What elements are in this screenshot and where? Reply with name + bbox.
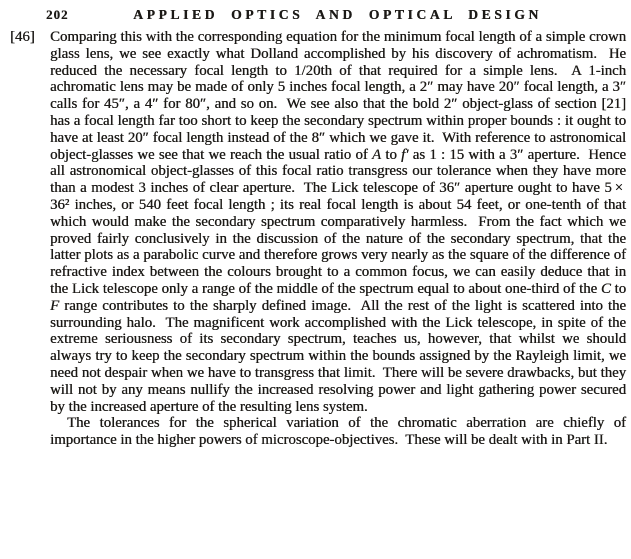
text-segment: C xyxy=(600,280,611,297)
page-body xyxy=(10,29,626,449)
paragraph-tolerances: The tolerances for the spherical variation of the chromatic aberration are chiefly of importance in the higher powers of microscope-objectives. These will be dealt with in Part II. xyxy=(50,415,626,449)
running-title: APPLIED OPTICS AND OPTICAL DESIGN xyxy=(133,7,542,22)
paragraph-46 xyxy=(10,29,626,415)
section-marker: [46] xyxy=(10,29,35,45)
text-segment: to xyxy=(610,280,626,297)
paragraph-46-text xyxy=(50,29,626,415)
text-segment: A xyxy=(371,146,381,163)
text-segment: f′ xyxy=(401,146,409,163)
text-segment: to xyxy=(381,146,402,163)
running-header xyxy=(46,7,625,23)
text-segment: range contributes to the sharply defined image. All the rest of the light is scattered into the surrounding halo. The magnificent work accomplished with the Lick telescope, in spite of the extreme seriousness of its secondary spectrum, teaches us, however, that whilst we should always try to keep the secondary spectrum within the bounds assigned by the Rayleigh limit, we need not despair when we have to transgress that limit. There will be severe drawbacks, but they will not by any means nullify the increased resolving power and light gathering power secured by the increased aperture of the resulting lens system. xyxy=(50,297,626,415)
text-segment: as 1 : 15 with a 3″ aperture. Hence all astronomical object-glasses of this focal ratio transgress our tolerance when they have more than a modest 3 inches of clear aperture. The Lick telescope of 36″ aperture ought to have 5 × 36² inches, or 540 feet focal length ; its real focal length is about 54 feet, or one-tenth of that which would make the secondary spectrum comparatively harmless. From the fact which we proved fairly conclusively in the discussion of the nature of the secondary spectrum, that the latter plots as a parabolic curve and therefore grows very nearly as the square of the difference of refractive index between the colours brought to a common focus, we can easily deduce that in the Lick telescope only a range of the middle of the spectrum equal to about one-third of the xyxy=(50,146,626,297)
text-segment: Comparing this with the corresponding equation for the minimum focal length of a simple crown glass lens, we see exactly what Dolland accomplished by his discovery of achromatism. He reduced the necessary focal length to 1/20th of that required for a simple lens. A 1-inch achromatic lens may be made of only 5 inches focal length, a 2″ may have 20″ focal length, a 3″ calls for 45″, a 4″ for 80″, and so on. We see also that the bold 2″ object-glass of section [21] has a focal length far too short to keep the secondary spectrum within proper bounds : it ought to have at least 20″ focal length instead of the 8″ which we gave it. With reference to astronomical object-glasses we see that we reach the usual ratio of xyxy=(50,29,626,163)
text-segment: F xyxy=(50,297,60,314)
page-number: 202 xyxy=(46,7,69,22)
